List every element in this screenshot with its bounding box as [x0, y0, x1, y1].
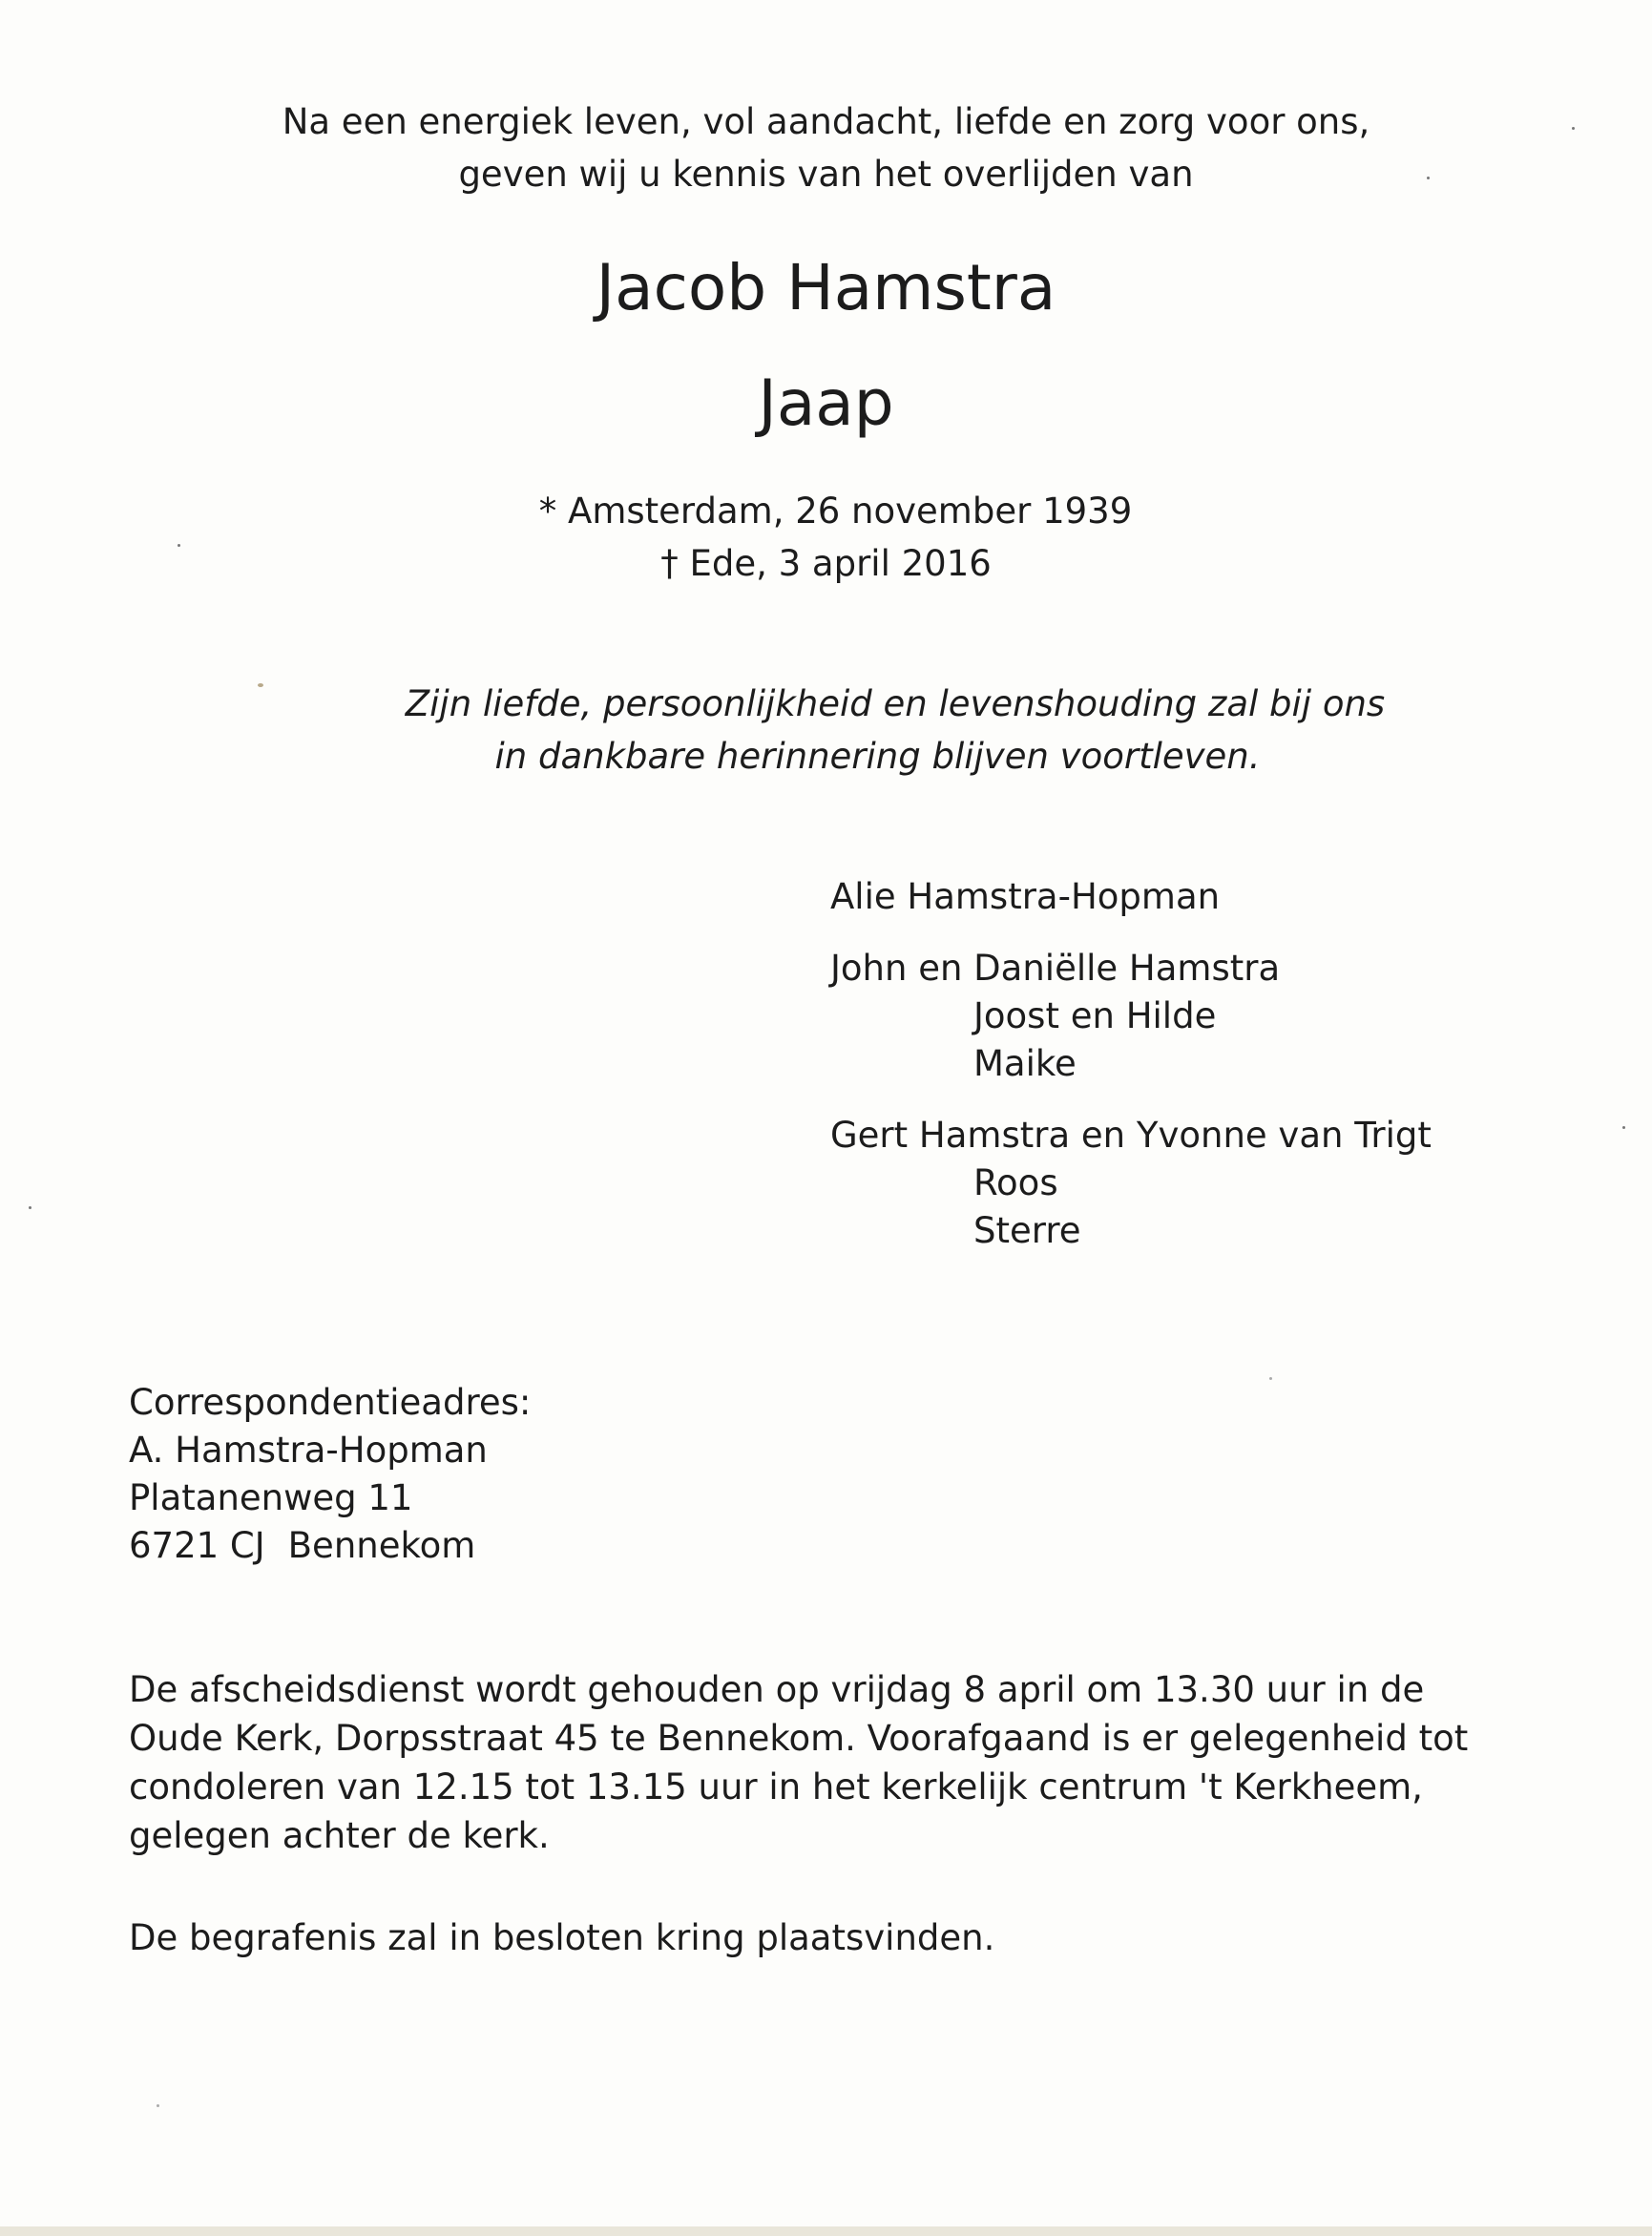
family-parents: Gert Hamstra en Yvonne van Trigt [830, 1115, 1432, 1156]
address-label: Correspondentieadres: [129, 1382, 532, 1423]
service-details [129, 1665, 1468, 1860]
burial-note: De begrafenis zal in besloten kring plaatsvinden. [129, 1917, 995, 1958]
family-group [830, 945, 1432, 1088]
intro-line-1: Na een energiek leven, vol aandacht, liefde en zorg voor ons, [282, 101, 1370, 142]
birth-line: * Amsterdam, 26 november 1939 [538, 491, 1133, 532]
scan-speck [178, 544, 180, 547]
life-dates [0, 485, 1652, 590]
family-child: Maike [973, 1043, 1077, 1084]
deceased-nickname: Jaap [758, 366, 894, 440]
service-line-1: De afscheidsdienst wordt gehouden op vrijdag 8 april om 13.30 uur in de [129, 1669, 1425, 1710]
family-child: Sterre [973, 1210, 1081, 1251]
quote-line-2: in dankbare herinnering blijven voortleven. [494, 736, 1261, 777]
correspondence-address [129, 1379, 531, 1570]
scan-speck [1427, 177, 1430, 179]
family-list [830, 873, 1432, 1279]
address-postcode: 6721 CJ [129, 1525, 265, 1566]
deceased-full-name: Jacob Hamstra [596, 251, 1056, 324]
scan-bottom-edge [0, 2226, 1652, 2236]
quote-line-1: Zijn liefde, persoonlijkheid en levenshouding zal bij ons [405, 683, 1386, 724]
address-name: A. Hamstra-Hopman [129, 1430, 488, 1471]
service-line-4: gelegen achter de kerk. [129, 1815, 550, 1856]
intro-line-2: geven wij u kennis van het overlijden van [458, 154, 1194, 195]
family-child: Joost en Hilde [973, 995, 1217, 1036]
address-city: Bennekom [287, 1525, 476, 1566]
service-line-2: Oude Kerk, Dorpsstraat 45 te Bennekom. Voorafgaand is er gelegenheid tot [129, 1718, 1469, 1759]
scan-speck [1622, 1126, 1625, 1129]
family-spouse: Alie Hamstra-Hopman [830, 876, 1221, 917]
family-group [830, 1112, 1432, 1255]
scan-speck [29, 1206, 31, 1209]
family-parents: John en Daniëlle Hamstra [830, 948, 1281, 989]
scan-speck [1269, 1377, 1272, 1380]
memorial-quote [0, 678, 1652, 783]
scan-speck [157, 2104, 159, 2107]
service-line-3: condoleren van 12.15 tot 13.15 uur in het kerkelijk centrum 't Kerkheem, [129, 1766, 1423, 1808]
address-postal-line [129, 1522, 531, 1570]
scan-speck [1572, 127, 1575, 130]
intro-text [0, 95, 1652, 200]
family-child: Roos [973, 1162, 1058, 1203]
address-street: Platanenweg 11 [129, 1477, 413, 1518]
death-line: † Ede, 3 april 2016 [660, 543, 992, 584]
scan-speck [258, 683, 263, 687]
